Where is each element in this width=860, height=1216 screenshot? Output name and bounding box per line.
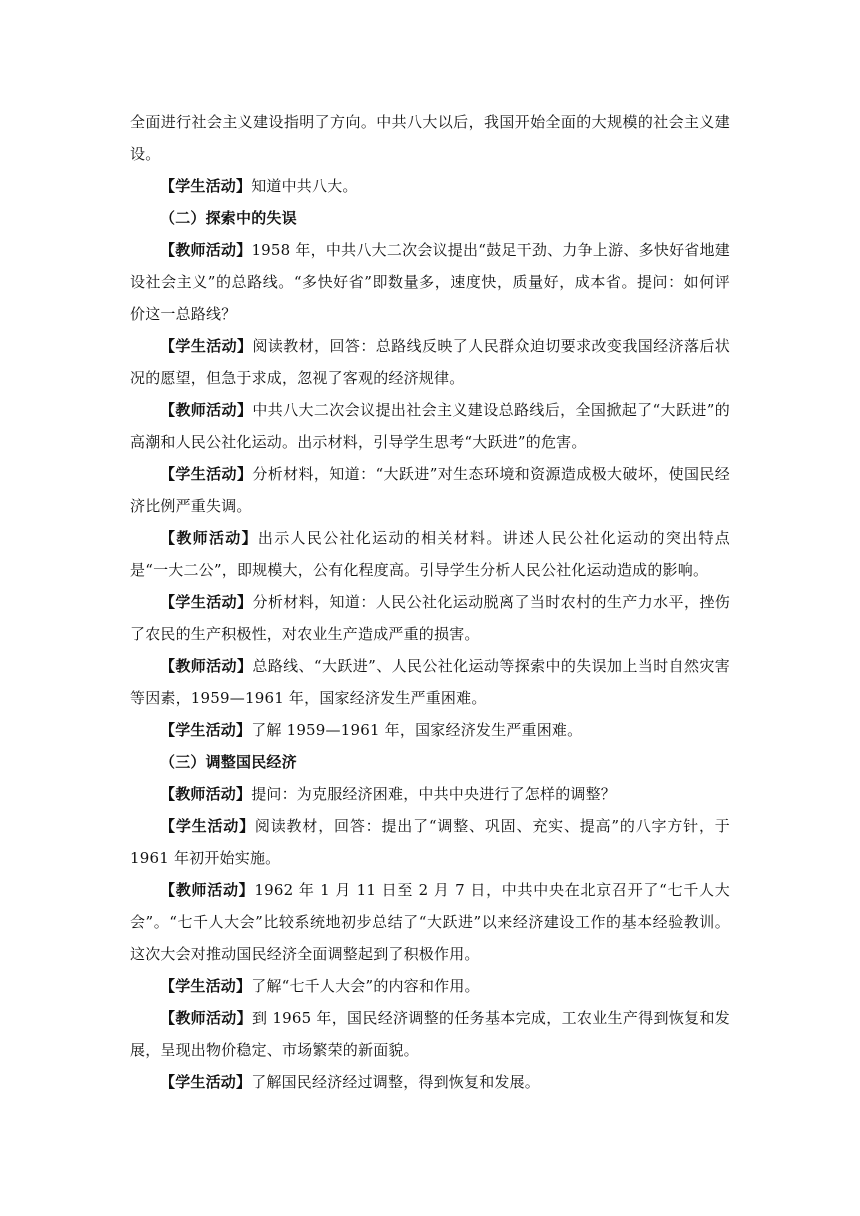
role-label: 【学生活动】 xyxy=(160,177,252,195)
paragraph-text: 阅读教材，回答：总路线反映了人民群众迫切要求改变我国经济落后状况的愿望，但急于求成，忽视了客观的经济规律。 xyxy=(130,337,730,387)
paragraph xyxy=(130,586,730,650)
paragraph-text: 知道中共八大。 xyxy=(251,177,358,195)
paragraph-text: 阅读教材，回答：提出了“调整、巩固、充实、提高”的八字方针，于 1961 年初开始实施。 xyxy=(130,817,731,867)
paragraph-text: 分析材料，知道：“大跃进”对生态环境和资源造成极大破坏，使国民经济比例严重失调。 xyxy=(130,465,730,515)
paragraph xyxy=(130,970,730,1002)
paragraph-text: 全面进行社会主义建设指明了方向。中共八大以后，我国开始全面的大规模的社会主义建设。 xyxy=(130,113,730,163)
paragraph-text: 了解 1959—1961 年，国家经济发生严重困难。 xyxy=(251,721,583,739)
paragraph xyxy=(130,650,730,714)
paragraph xyxy=(130,714,730,746)
paragraph xyxy=(130,1066,730,1098)
document-page xyxy=(130,106,730,1098)
paragraph-text: 分析材料，知道：人民公社化运动脱离了当时农村的生产力水平，挫伤了农民的生产积极性，对农业生产造成严重的损害。 xyxy=(130,593,730,643)
paragraph-text: 1958 年，中共八大二次会议提出“鼓足干劲、力争上游、多快好省地建设社会主义”的总路线。“多快好省”即数量多，速度快，质量好，成本省。提问：如何评价这一总路线？ xyxy=(130,241,730,323)
section-heading: （二）探索中的失误 xyxy=(160,209,297,227)
role-label: 【教师活动】 xyxy=(160,657,253,675)
role-label: 【学生活动】 xyxy=(160,977,252,995)
paragraph xyxy=(130,234,730,330)
paragraph-text: 提问：为克服经济困难，中共中央进行了怎样的调整？ xyxy=(251,785,617,803)
role-label: 【学生活动】 xyxy=(160,593,253,611)
paragraph xyxy=(130,458,730,522)
role-label: 【教师活动】 xyxy=(160,401,253,419)
paragraph xyxy=(130,394,730,458)
paragraph-text: 中共八大二次会议提出社会主义建设总路线后，全国掀起了“大跃进”的高潮和人民公社化运动。出示材料，引导学生思考“大跃进”的危害。 xyxy=(130,401,730,451)
paragraph-text: 到 1965 年，国民经济调整的任务基本完成，工农业生产得到恢复和发展，呈现出物价稳定、市场繁荣的新面貌。 xyxy=(130,1009,730,1059)
paragraph xyxy=(130,1002,730,1066)
role-label: 【学生活动】 xyxy=(160,337,253,355)
paragraph xyxy=(130,874,730,970)
paragraph-text: 了解“七千人大会”的内容和作用。 xyxy=(251,977,480,995)
paragraph-text: 了解国民经济经过调整，得到恢复和发展。 xyxy=(251,1073,541,1091)
role-label: 【教师活动】 xyxy=(160,241,252,259)
paragraph xyxy=(130,330,730,394)
role-label: 【学生活动】 xyxy=(160,817,255,835)
paragraph-text: 总路线、“大跃进”、人民公社化运动等探索中的失误加上当时自然灾害等因素，1959—1961 年，国家经济发生严重困难。 xyxy=(130,657,730,707)
paragraph xyxy=(130,810,730,874)
role-label: 【教师活动】 xyxy=(160,881,255,899)
paragraph xyxy=(130,778,730,810)
role-label: 【教师活动】 xyxy=(160,785,252,803)
role-label: 【教师活动】 xyxy=(160,1009,252,1027)
role-label: 【学生活动】 xyxy=(160,1073,252,1091)
role-label: 【教师活动】 xyxy=(160,529,258,547)
paragraph-text: 出示人民公社化运动的相关材料。讲述人民公社化运动的突出特点是“一大二公”，即规模大，公有化程度高。引导学生分析人民公社化运动造成的影响。 xyxy=(130,529,730,579)
section-heading: （三）调整国民经济 xyxy=(160,753,297,771)
paragraph xyxy=(130,522,730,586)
role-label: 【学生活动】 xyxy=(160,721,252,739)
paragraph xyxy=(130,106,730,170)
paragraph-text: 1962 年 1 月 11 日至 2 月 7 日，中共中央在北京召开了“七千人大会”。“七千人大会”比较系统地初步总结了“大跃进”以来经济建设工作的基本经验教训。这次大会对推动国民经济全面调整起到了积极作用。 xyxy=(130,881,730,963)
role-label: 【学生活动】 xyxy=(160,465,253,483)
paragraph xyxy=(130,170,730,202)
